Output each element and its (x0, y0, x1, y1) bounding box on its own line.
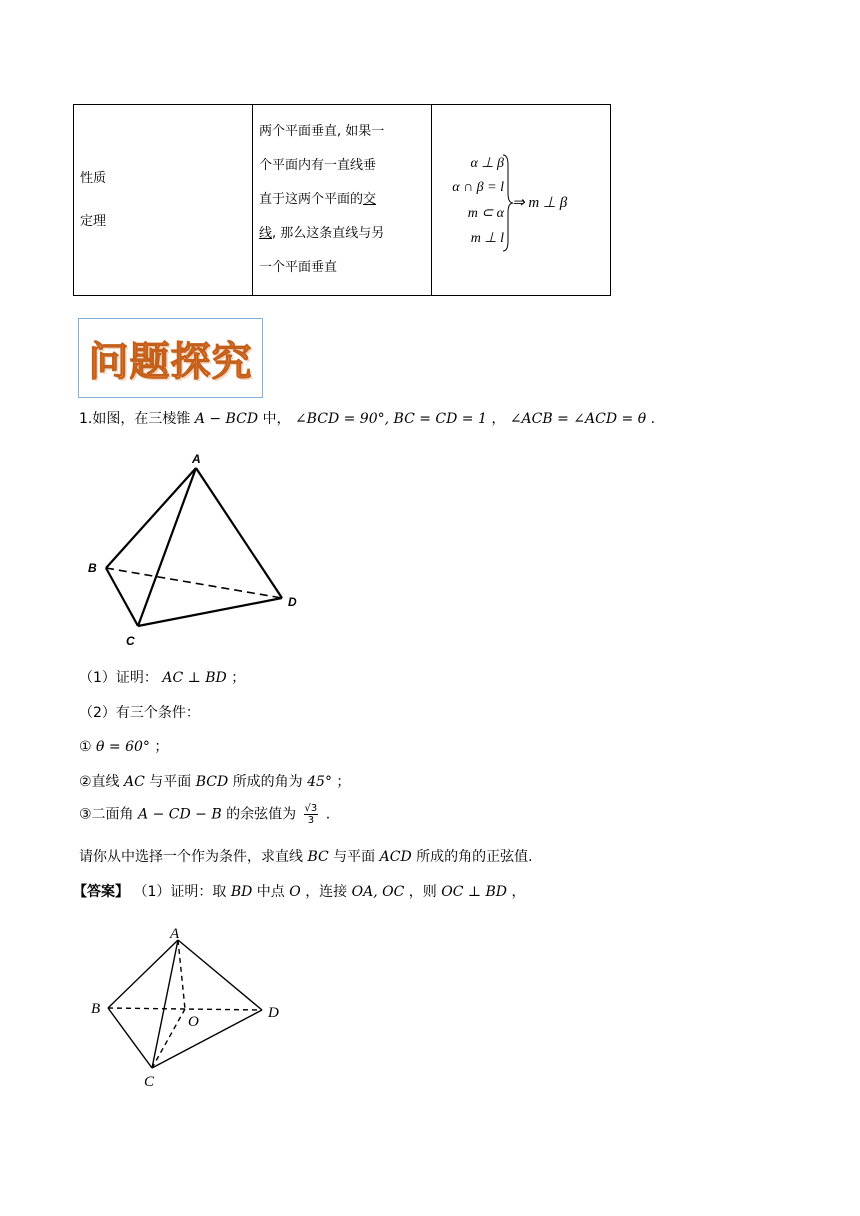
ask-prefix: 请你从中选择一个作为条件，求直线 (79, 849, 303, 865)
answer-tag: 【答案】 (73, 884, 129, 900)
label-c: C (126, 634, 135, 648)
part1-prefix: （1）证明： (79, 670, 158, 686)
ask-bc: BC (307, 849, 329, 865)
theorem-text-cell (253, 105, 432, 296)
edge2-ab (108, 940, 178, 1008)
answer-mid3: ，则 (408, 884, 437, 900)
label2-c: C (144, 1074, 155, 1090)
condition-2: α ∩ β = l (452, 180, 504, 195)
ask-end: 所成的角的正弦值. (416, 849, 533, 865)
text-line-4 (259, 217, 425, 251)
edge2-ac (152, 940, 178, 1068)
fraction-denominator: 3 (307, 815, 315, 826)
label-a: A (192, 452, 201, 466)
cond2-ac: AC (124, 774, 145, 790)
cond3-end: . (325, 806, 331, 823)
condition-line-3 (79, 803, 330, 826)
fraction-numerator: √3 (304, 803, 318, 814)
section-banner (78, 318, 263, 398)
condition-4: m ⊥ l (470, 231, 504, 246)
theorem-symbol-cell (432, 105, 611, 296)
intro-mid: 中， (262, 411, 291, 427)
cond2-mid2: 所成的角为 (232, 774, 303, 790)
cond1-prefix: ① (79, 739, 92, 755)
part-1 (79, 667, 245, 687)
answer-perp: OC ⊥ BD (441, 884, 508, 900)
theorem-text (253, 109, 431, 285)
label2-b: B (91, 1001, 101, 1017)
theorem-table (73, 104, 611, 296)
underlined-xian: 线 (259, 226, 273, 241)
cond1-end: ； (154, 739, 169, 755)
edge-ad (196, 468, 282, 598)
label2-o: O (188, 1014, 199, 1030)
cond3-fraction (304, 803, 319, 826)
answer-bd: BD (230, 884, 253, 900)
answer-o: O (289, 884, 301, 900)
label-line-1: 性质 (80, 171, 107, 186)
intro-angle: ∠BCD = 90°, (294, 411, 390, 427)
theorem-label (74, 157, 252, 243)
edge-ab (106, 468, 196, 568)
answer-mid2: ，连接 (305, 884, 348, 900)
intro-end: . (650, 411, 656, 427)
cond3-prefix: ③二面角 (79, 806, 134, 823)
question-ask (79, 846, 533, 866)
cond3-mid: 的余弦值为 (226, 806, 297, 823)
text-line-3-main: 直于这两个平面的 (259, 192, 364, 207)
edge-bd-hidden (106, 568, 282, 598)
label-line-2: 定理 (80, 214, 107, 229)
intro-sides: BC = CD = 1 (393, 411, 487, 427)
text-line-1: 两个平面垂直, 如果一 (259, 124, 385, 139)
ask-acd: ACD (379, 849, 412, 865)
cond1-math: θ = 60° (96, 739, 150, 755)
tetrahedron-figure (80, 448, 320, 648)
answer-mid1: 中点 (256, 884, 285, 900)
edge2-bc (108, 1008, 152, 1068)
text-line-2: 个平面内有一直线垂 (259, 158, 377, 173)
cond2-mid: 与平面 (149, 774, 192, 790)
segment-oa (178, 940, 185, 1009)
answer-line (73, 881, 525, 901)
tetrahedron-midpoint-figure (88, 922, 298, 1092)
text-line-3 (259, 183, 425, 217)
conclusion: ⇒ m ⊥ β (512, 195, 568, 211)
edge2-cd (152, 1010, 262, 1068)
theorem-label-cell (74, 105, 253, 296)
condition-line-1 (79, 736, 168, 756)
intro-prefix: 1.如图，在三棱锥 (79, 411, 191, 427)
underlined-jiao: 交 (363, 192, 377, 207)
cond2-angle: 45° (307, 774, 332, 790)
intro-pyramid: A − BCD (194, 411, 259, 427)
intro-sep: ， (491, 411, 506, 427)
answer-end: ， (511, 884, 526, 900)
cond2-bcd: BCD (195, 774, 229, 790)
condition-1: α ⊥ β (470, 156, 504, 171)
label2-d: D (268, 1005, 279, 1021)
label-b: B (88, 561, 97, 575)
part1-math: AC ⊥ BD (162, 670, 227, 686)
edge2-ad (178, 940, 262, 1010)
edge-cd (138, 598, 282, 626)
part-2: （2）有三个条件： (79, 705, 200, 721)
problem-intro (79, 408, 655, 428)
label2-a: A (170, 926, 180, 942)
banner-title: 问题探究 (88, 338, 253, 385)
answer-oaoc: OA, OC (351, 884, 405, 900)
condition-line-2 (79, 771, 350, 791)
intro-theta: ∠ACB = ∠ACD = θ (509, 411, 647, 427)
text-line-4-rest: , 那么这条直线与另 (272, 226, 385, 241)
cond2-prefix: ②直线 (79, 774, 120, 790)
edge-bc (106, 568, 138, 626)
label-d: D (288, 595, 297, 609)
answer-prefix: （1）证明：取 (133, 884, 227, 900)
condition-3: m ⊂ α (467, 206, 504, 221)
ask-mid: 与平面 (333, 849, 376, 865)
part1-end: ； (231, 670, 246, 686)
cond3-math: A − CD − B (138, 806, 222, 823)
edge-ac (138, 468, 196, 626)
cond2-end: ； (336, 774, 351, 790)
text-line-5: 一个平面垂直 (259, 260, 338, 275)
